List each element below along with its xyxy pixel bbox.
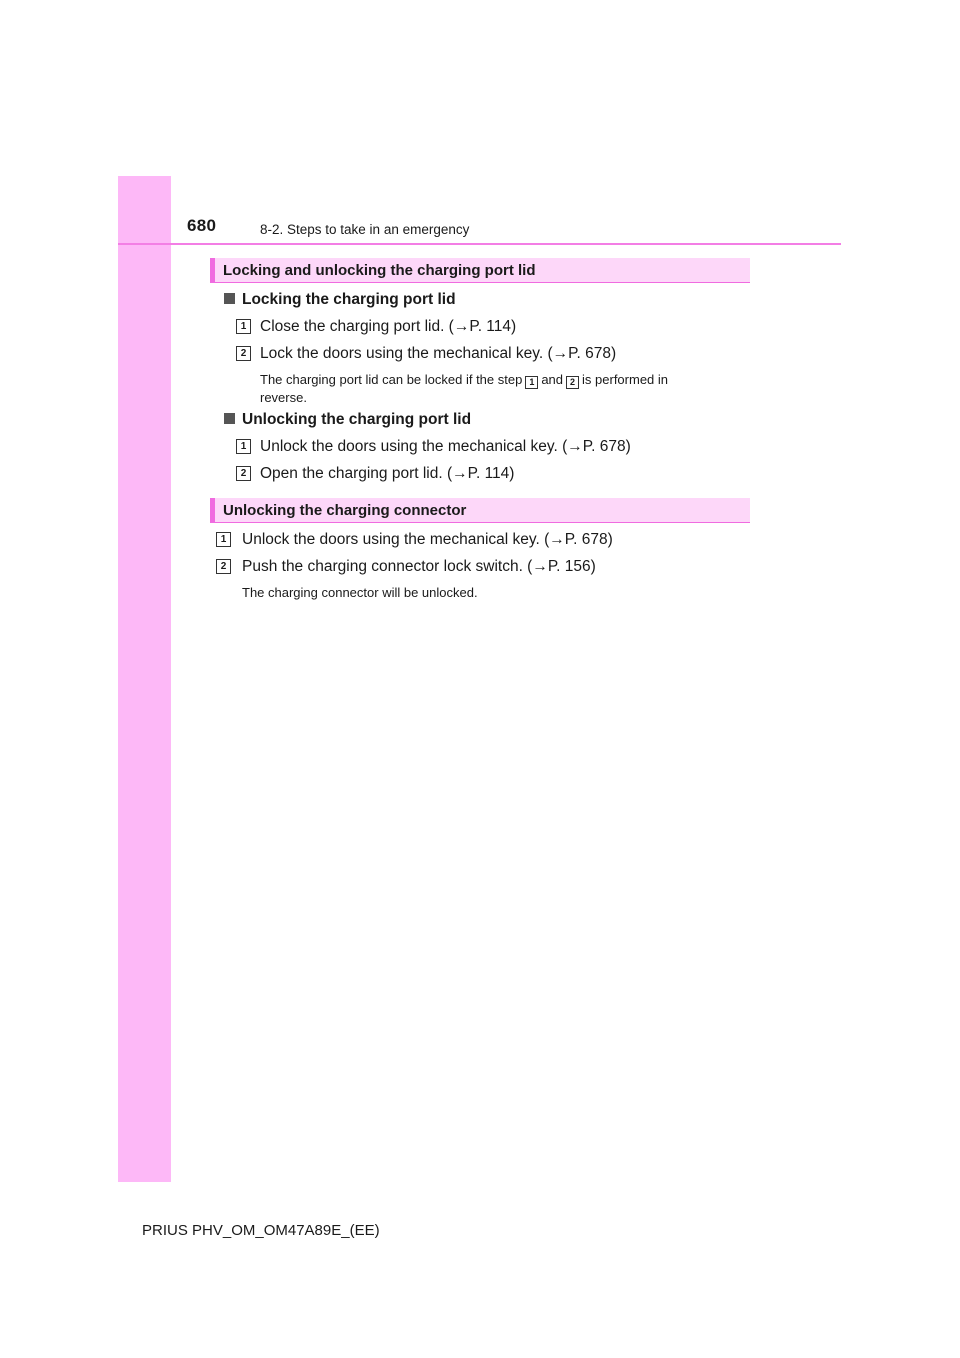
subheading-label: Locking the charging port lid [242,291,456,308]
step-text: Unlock the doors using the mechanical key. (→P. 678) [242,531,613,548]
step-text: Unlock the doors using the mechanical key. (→P. 678) [260,438,631,455]
footer-doc-code: PRIUS PHV_OM_OM47A89E_(EE) [142,1222,380,1239]
step-text: Push the charging connector lock switch. (→P. 156) [242,558,596,575]
step-number-box: 2 [236,466,251,481]
step-number-box: 1 [236,319,251,334]
subheading-label: Unlocking the charging port lid [242,411,472,428]
subheading-locking [224,291,456,309]
square-bullet-icon [224,293,235,304]
step-text: Lock the doors using the mechanical key. (→P. 678) [260,345,617,362]
note-part: and [541,372,564,387]
side-tab [118,176,171,1182]
section-heading-label: Unlocking the charging connector [223,502,467,519]
note-part: reverse. [260,390,307,405]
subheading-unlocking [224,411,471,429]
note-text: The charging connector will be unlocked. [242,585,478,600]
step-text: Close the charging port lid. (→P. 114) [260,318,517,335]
step-text: Open the charging port lid. (→P. 114) [260,465,515,482]
square-bullet-icon [224,413,235,424]
section-heading-label: Locking and unlocking the charging port lid [223,262,536,279]
note-text [260,371,760,407]
step-number-box: 1 [236,439,251,454]
section-heading-port-lid [210,258,750,283]
step-number-box: 1 [216,532,231,547]
step-number-box: 2 [236,346,251,361]
step-ref-box: 2 [566,376,579,389]
step-number-box: 2 [216,559,231,574]
header-rule [118,243,841,245]
note-part: The charging port lid can be locked if the step [260,372,523,387]
section-heading-connector [210,498,750,523]
note-part: is performed in [582,372,669,387]
chapter-title: 8-2. Steps to take in an emergency [260,222,470,237]
step-ref-box: 1 [525,376,538,389]
page-number: 680 [187,216,217,235]
